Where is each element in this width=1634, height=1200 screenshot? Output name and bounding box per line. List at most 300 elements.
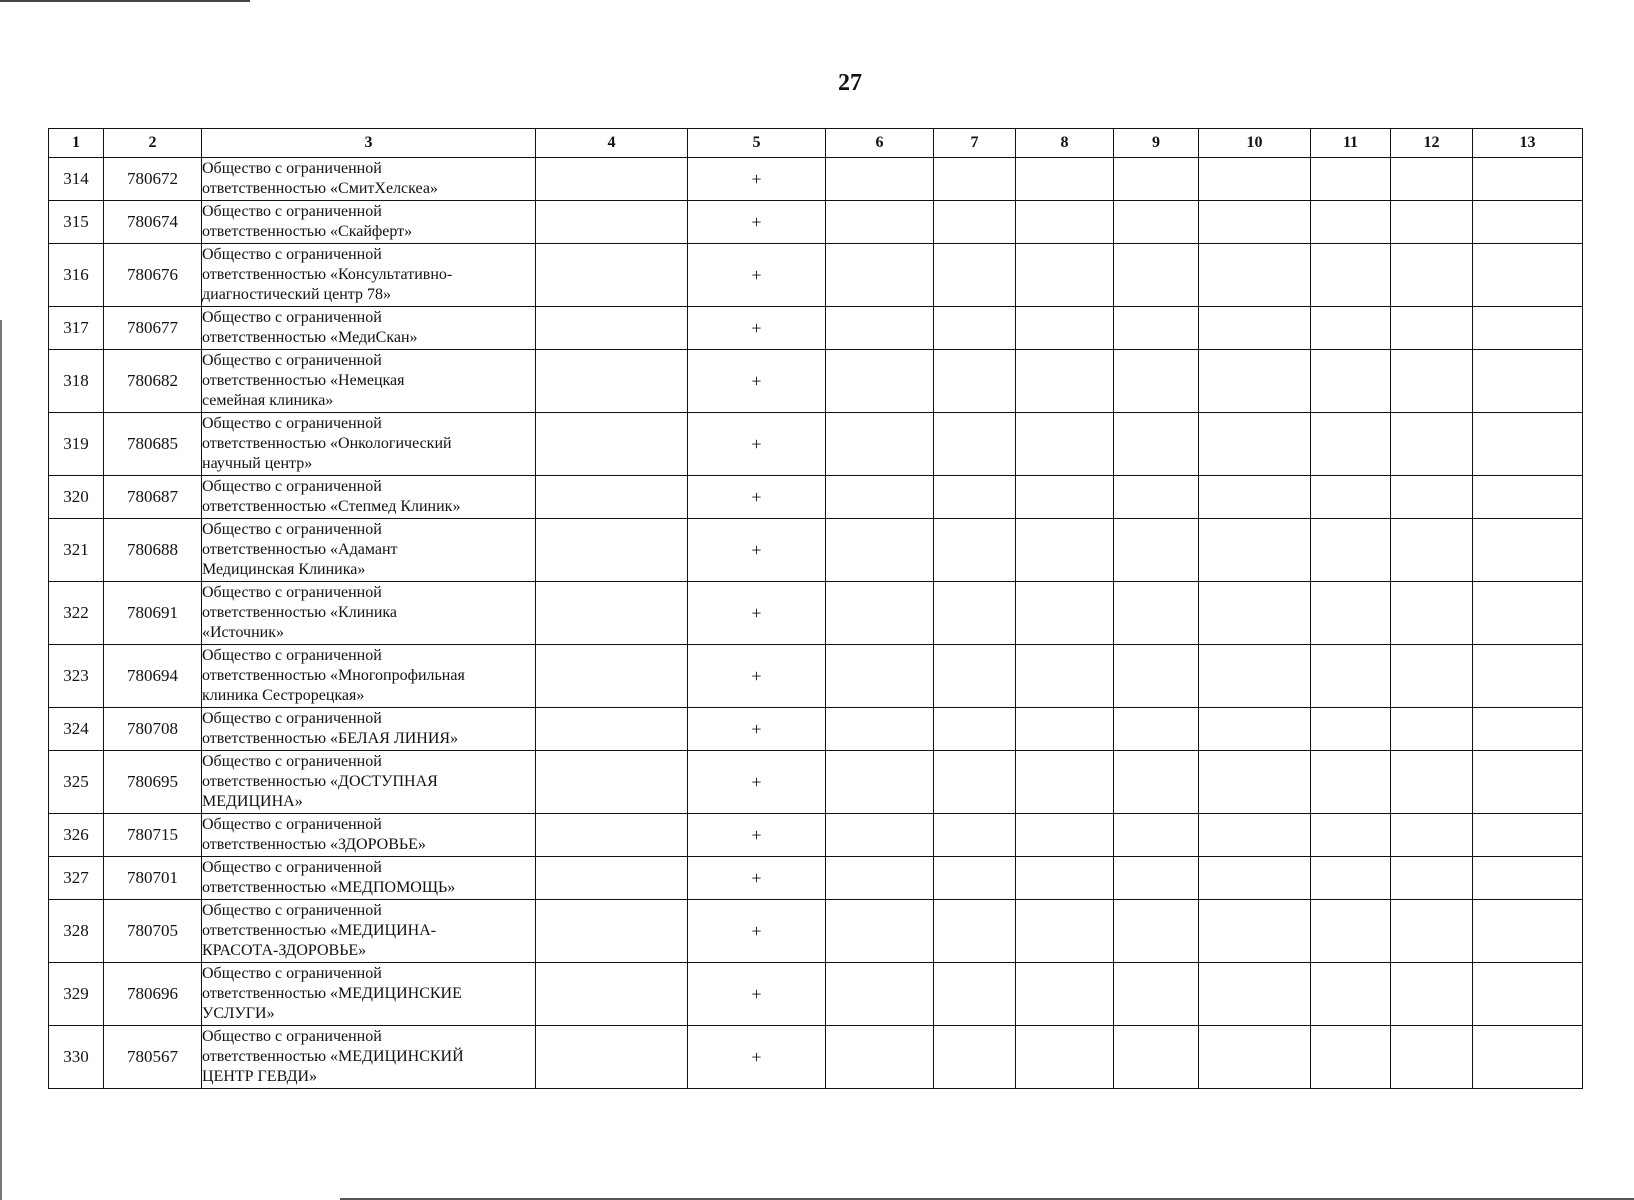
row-number-cell: 314 xyxy=(49,158,104,201)
organization-name-line: семейная клиника» xyxy=(202,392,334,409)
empty-cell xyxy=(1473,582,1583,645)
page-number: 27 xyxy=(838,70,862,96)
row-number-cell: 320 xyxy=(49,476,104,519)
column-header: 9 xyxy=(1114,129,1199,158)
empty-cell xyxy=(1391,307,1473,350)
registry-code-cell: 780672 xyxy=(104,158,202,201)
empty-cell xyxy=(826,645,934,708)
organization-name-line: МЕДИЦИНА» xyxy=(202,793,303,810)
empty-cell xyxy=(934,476,1016,519)
registry-code-cell: 780687 xyxy=(104,476,202,519)
empty-cell xyxy=(1114,708,1199,751)
empty-cell xyxy=(1114,413,1199,476)
organization-name-line: научный центр» xyxy=(202,455,313,472)
column-header: 5 xyxy=(688,129,826,158)
empty-cell xyxy=(1199,582,1311,645)
row-number-cell: 319 xyxy=(49,413,104,476)
empty-cell xyxy=(536,900,688,963)
empty-cell xyxy=(934,201,1016,244)
participation-mark-cell: + xyxy=(688,307,826,350)
empty-cell xyxy=(1391,900,1473,963)
registry-code-cell: 780695 xyxy=(104,751,202,814)
empty-cell xyxy=(826,307,934,350)
organization-name-line: ответственностью «МЕДИЦИНСКИЙ xyxy=(202,1048,464,1065)
empty-cell xyxy=(1016,476,1114,519)
empty-cell xyxy=(826,1026,934,1089)
empty-cell xyxy=(1391,645,1473,708)
organization-name-line: ответственностью «Консультативно- xyxy=(202,266,453,283)
organization-name-line: Общество с ограниченной xyxy=(202,710,382,727)
row-number-cell: 318 xyxy=(49,350,104,413)
empty-cell xyxy=(1473,244,1583,307)
empty-cell xyxy=(536,645,688,708)
empty-cell xyxy=(826,857,934,900)
table-row xyxy=(49,519,1583,582)
empty-cell xyxy=(536,708,688,751)
empty-cell xyxy=(1311,582,1391,645)
empty-cell xyxy=(1311,900,1391,963)
organization-name-line: Общество с ограниченной xyxy=(202,584,382,601)
empty-cell xyxy=(826,158,934,201)
organization-name-line: ответственностью «МЕДИЦИНА- xyxy=(202,922,437,939)
organization-name-line: Общество с ограниченной xyxy=(202,753,382,770)
organization-name-cell xyxy=(202,645,536,708)
empty-cell xyxy=(826,413,934,476)
empty-cell xyxy=(1391,350,1473,413)
empty-cell xyxy=(1311,307,1391,350)
empty-cell xyxy=(1016,645,1114,708)
empty-cell xyxy=(1016,857,1114,900)
organization-name-cell xyxy=(202,582,536,645)
organization-name-line: Общество с ограниченной xyxy=(202,478,382,495)
empty-cell xyxy=(934,900,1016,963)
empty-cell xyxy=(1114,900,1199,963)
empty-cell xyxy=(1114,350,1199,413)
table-row xyxy=(49,857,1583,900)
empty-cell xyxy=(934,307,1016,350)
empty-cell xyxy=(826,751,934,814)
table-row xyxy=(49,244,1583,307)
empty-cell xyxy=(1199,158,1311,201)
column-header: 1 xyxy=(49,129,104,158)
empty-cell xyxy=(1199,900,1311,963)
organization-name-line: ответственностью «Степмед Клиник» xyxy=(202,498,461,515)
empty-cell xyxy=(536,201,688,244)
empty-cell xyxy=(934,708,1016,751)
participation-mark-cell: + xyxy=(688,708,826,751)
organization-name-line: Общество с ограниченной xyxy=(202,1028,382,1045)
empty-cell xyxy=(536,244,688,307)
empty-cell xyxy=(1199,645,1311,708)
empty-cell xyxy=(1199,814,1311,857)
empty-cell xyxy=(934,350,1016,413)
empty-cell xyxy=(1199,1026,1311,1089)
empty-cell xyxy=(536,307,688,350)
organization-name-cell xyxy=(202,476,536,519)
empty-cell xyxy=(934,413,1016,476)
empty-cell xyxy=(1199,244,1311,307)
empty-cell xyxy=(1114,158,1199,201)
empty-cell xyxy=(1311,158,1391,201)
empty-cell xyxy=(1114,857,1199,900)
empty-cell xyxy=(1311,708,1391,751)
empty-cell xyxy=(1311,201,1391,244)
organization-name-line: Общество с ограниченной xyxy=(202,203,382,220)
empty-cell xyxy=(1016,751,1114,814)
organization-name-line: ответственностью «Онкологический xyxy=(202,435,452,452)
organization-name-cell xyxy=(202,244,536,307)
participation-mark-cell: + xyxy=(688,814,826,857)
empty-cell xyxy=(1199,519,1311,582)
empty-cell xyxy=(934,158,1016,201)
organization-name-line: Общество с ограниченной xyxy=(202,965,382,982)
empty-cell xyxy=(536,963,688,1026)
empty-cell xyxy=(1311,645,1391,708)
empty-cell xyxy=(1199,413,1311,476)
empty-cell xyxy=(826,582,934,645)
registry-code-cell: 780685 xyxy=(104,413,202,476)
empty-cell xyxy=(1391,582,1473,645)
empty-cell xyxy=(536,857,688,900)
organization-name-cell xyxy=(202,519,536,582)
organization-name-line: Общество с ограниченной xyxy=(202,246,382,263)
empty-cell xyxy=(1016,158,1114,201)
registry-code-cell: 780705 xyxy=(104,900,202,963)
row-number-cell: 327 xyxy=(49,857,104,900)
empty-cell xyxy=(1016,307,1114,350)
registry-code-cell: 780715 xyxy=(104,814,202,857)
row-number-cell: 321 xyxy=(49,519,104,582)
participation-mark-cell: + xyxy=(688,582,826,645)
participation-mark-cell: + xyxy=(688,1026,826,1089)
organization-name-line: клиника Сестрорецкая» xyxy=(202,687,365,704)
empty-cell xyxy=(1311,751,1391,814)
table-row xyxy=(49,413,1583,476)
column-header: 11 xyxy=(1311,129,1391,158)
organization-name-line: Общество с ограниченной xyxy=(202,309,382,326)
registry-code-cell: 780677 xyxy=(104,307,202,350)
scan-edge-left xyxy=(0,320,2,1200)
empty-cell xyxy=(934,244,1016,307)
participation-mark-cell: + xyxy=(688,350,826,413)
table-row xyxy=(49,307,1583,350)
empty-cell xyxy=(536,751,688,814)
empty-cell xyxy=(1311,350,1391,413)
column-header: 12 xyxy=(1391,129,1473,158)
empty-cell xyxy=(826,900,934,963)
table-row xyxy=(49,582,1583,645)
empty-cell xyxy=(536,413,688,476)
empty-cell xyxy=(826,519,934,582)
empty-cell xyxy=(1473,307,1583,350)
empty-cell xyxy=(1473,413,1583,476)
column-header: 10 xyxy=(1199,129,1311,158)
empty-cell xyxy=(1391,244,1473,307)
empty-cell xyxy=(1016,900,1114,963)
participation-mark-cell: + xyxy=(688,413,826,476)
empty-cell xyxy=(934,814,1016,857)
table-row xyxy=(49,751,1583,814)
empty-cell xyxy=(1311,814,1391,857)
organization-name-line: ответственностью «МедиСкан» xyxy=(202,329,418,346)
empty-cell xyxy=(934,751,1016,814)
empty-cell xyxy=(1199,857,1311,900)
organization-name-line: Общество с ограниченной xyxy=(202,521,382,538)
participation-mark-cell: + xyxy=(688,201,826,244)
empty-cell xyxy=(1391,751,1473,814)
empty-cell xyxy=(1473,963,1583,1026)
empty-cell xyxy=(1114,963,1199,1026)
organization-name-line: ответственностью «ДОСТУПНАЯ xyxy=(202,773,438,790)
empty-cell xyxy=(826,814,934,857)
empty-cell xyxy=(1016,963,1114,1026)
empty-cell xyxy=(536,582,688,645)
empty-cell xyxy=(1016,519,1114,582)
empty-cell xyxy=(1114,519,1199,582)
row-number-cell: 330 xyxy=(49,1026,104,1089)
participation-mark-cell: + xyxy=(688,476,826,519)
empty-cell xyxy=(1311,963,1391,1026)
empty-cell xyxy=(1199,751,1311,814)
row-number-cell: 317 xyxy=(49,307,104,350)
empty-cell xyxy=(536,476,688,519)
row-number-cell: 322 xyxy=(49,582,104,645)
organization-name-line: ответственностью «ЗДОРОВЬЕ» xyxy=(202,836,426,853)
row-number-cell: 325 xyxy=(49,751,104,814)
column-header: 6 xyxy=(826,129,934,158)
empty-cell xyxy=(1114,582,1199,645)
empty-cell xyxy=(1391,158,1473,201)
organization-name-cell xyxy=(202,201,536,244)
organization-name-line: «Источник» xyxy=(202,624,284,641)
registry-code-cell: 780674 xyxy=(104,201,202,244)
participation-mark-cell: + xyxy=(688,963,826,1026)
empty-cell xyxy=(1391,963,1473,1026)
organization-name-cell xyxy=(202,857,536,900)
organization-name-cell xyxy=(202,900,536,963)
empty-cell xyxy=(536,814,688,857)
organization-name-line: Общество с ограниченной xyxy=(202,352,382,369)
organization-name-line: ответственностью «Немецкая xyxy=(202,372,405,389)
empty-cell xyxy=(1114,751,1199,814)
organization-name-line: диагностический центр 78» xyxy=(202,286,391,303)
empty-cell xyxy=(1473,645,1583,708)
empty-cell xyxy=(1391,201,1473,244)
organization-name-cell xyxy=(202,413,536,476)
participation-mark-cell: + xyxy=(688,158,826,201)
row-number-cell: 329 xyxy=(49,963,104,1026)
empty-cell xyxy=(934,1026,1016,1089)
empty-cell xyxy=(1391,708,1473,751)
empty-cell xyxy=(1114,1026,1199,1089)
table-row xyxy=(49,476,1583,519)
table-row xyxy=(49,645,1583,708)
organization-name-line: УСЛУГИ» xyxy=(202,1005,275,1022)
participation-mark-cell: + xyxy=(688,519,826,582)
organization-name-line: ответственностью «Клиника xyxy=(202,604,398,621)
empty-cell xyxy=(1473,708,1583,751)
empty-cell xyxy=(536,350,688,413)
empty-cell xyxy=(1199,963,1311,1026)
empty-cell xyxy=(1311,413,1391,476)
empty-cell xyxy=(934,645,1016,708)
empty-cell xyxy=(1473,814,1583,857)
organization-name-line: Медицинская Клиника» xyxy=(202,561,366,578)
empty-cell xyxy=(1114,645,1199,708)
empty-cell xyxy=(826,350,934,413)
empty-cell xyxy=(1016,814,1114,857)
empty-cell xyxy=(1391,814,1473,857)
empty-cell xyxy=(1199,201,1311,244)
organization-name-line: Общество с ограниченной xyxy=(202,816,382,833)
participation-mark-cell: + xyxy=(688,900,826,963)
organization-name-line: ответственностью «Адамант xyxy=(202,541,398,558)
empty-cell xyxy=(1473,1026,1583,1089)
empty-cell xyxy=(826,708,934,751)
empty-cell xyxy=(1016,244,1114,307)
empty-cell xyxy=(934,963,1016,1026)
empty-cell xyxy=(1199,476,1311,519)
organization-name-line: ответственностью «СмитХелскеа» xyxy=(202,180,438,197)
table-row xyxy=(49,201,1583,244)
empty-cell xyxy=(1016,708,1114,751)
organization-name-cell xyxy=(202,963,536,1026)
empty-cell xyxy=(826,244,934,307)
empty-cell xyxy=(1391,519,1473,582)
row-number-cell: 328 xyxy=(49,900,104,963)
empty-cell xyxy=(826,201,934,244)
organization-name-cell xyxy=(202,350,536,413)
empty-cell xyxy=(1199,708,1311,751)
empty-cell xyxy=(1016,413,1114,476)
column-header: 8 xyxy=(1016,129,1114,158)
empty-cell xyxy=(536,158,688,201)
empty-cell xyxy=(1114,201,1199,244)
organization-name-line: Общество с ограниченной xyxy=(202,902,382,919)
organization-name-line: ответственностью «МЕДИЦИНСКИЕ xyxy=(202,985,462,1002)
registry-code-cell: 780691 xyxy=(104,582,202,645)
empty-cell xyxy=(1473,476,1583,519)
table-row xyxy=(49,814,1583,857)
organization-name-line: ответственностью «Скайферт» xyxy=(202,223,413,240)
registry-code-cell: 780708 xyxy=(104,708,202,751)
participation-mark-cell: + xyxy=(688,751,826,814)
row-number-cell: 315 xyxy=(49,201,104,244)
table-row xyxy=(49,350,1583,413)
empty-cell xyxy=(536,519,688,582)
empty-cell xyxy=(1016,201,1114,244)
scan-edge-top xyxy=(0,0,250,2)
table-body xyxy=(49,158,1583,1089)
empty-cell xyxy=(1016,350,1114,413)
empty-cell xyxy=(1391,1026,1473,1089)
registry-code-cell: 780694 xyxy=(104,645,202,708)
organization-name-line: Общество с ограниченной xyxy=(202,859,382,876)
empty-cell xyxy=(826,476,934,519)
empty-cell xyxy=(1391,857,1473,900)
empty-cell xyxy=(1199,307,1311,350)
empty-cell xyxy=(1473,158,1583,201)
empty-cell xyxy=(1311,857,1391,900)
empty-cell xyxy=(1311,1026,1391,1089)
table-row xyxy=(49,963,1583,1026)
column-header: 4 xyxy=(536,129,688,158)
row-number-cell: 324 xyxy=(49,708,104,751)
empty-cell xyxy=(1473,857,1583,900)
registry-code-cell: 780701 xyxy=(104,857,202,900)
registry-code-cell: 780682 xyxy=(104,350,202,413)
empty-cell xyxy=(1016,582,1114,645)
empty-cell xyxy=(826,963,934,1026)
empty-cell xyxy=(1391,476,1473,519)
organization-name-line: Общество с ограниченной xyxy=(202,160,382,177)
row-number-cell: 316 xyxy=(49,244,104,307)
organization-name-cell xyxy=(202,751,536,814)
table-row xyxy=(49,158,1583,201)
empty-cell xyxy=(1311,476,1391,519)
column-header: 2 xyxy=(104,129,202,158)
row-number-cell: 323 xyxy=(49,645,104,708)
registry-code-cell: 780676 xyxy=(104,244,202,307)
empty-cell xyxy=(1114,814,1199,857)
empty-cell xyxy=(934,519,1016,582)
organization-name-line: Общество с ограниченной xyxy=(202,415,382,432)
organization-name-line: ЦЕНТР ГЕВДИ» xyxy=(202,1068,318,1085)
registry-code-cell: 780567 xyxy=(104,1026,202,1089)
empty-cell xyxy=(934,857,1016,900)
empty-cell xyxy=(1473,751,1583,814)
empty-cell xyxy=(536,1026,688,1089)
empty-cell xyxy=(1114,476,1199,519)
empty-cell xyxy=(1473,350,1583,413)
organization-name-cell xyxy=(202,307,536,350)
organization-name-line: КРАСОТА-ЗДОРОВЬЕ» xyxy=(202,942,367,959)
organization-name-cell xyxy=(202,158,536,201)
table-row xyxy=(49,1026,1583,1089)
empty-cell xyxy=(1114,307,1199,350)
column-header: 7 xyxy=(934,129,1016,158)
organization-name-line: ответственностью «БЕЛАЯ ЛИНИЯ» xyxy=(202,730,459,747)
participation-mark-cell: + xyxy=(688,857,826,900)
participation-mark-cell: + xyxy=(688,244,826,307)
column-header: 13 xyxy=(1473,129,1583,158)
header-row xyxy=(49,129,1583,158)
empty-cell xyxy=(1016,1026,1114,1089)
column-header: 3 xyxy=(202,129,536,158)
registry-code-cell: 780688 xyxy=(104,519,202,582)
empty-cell xyxy=(1311,244,1391,307)
organization-name-cell xyxy=(202,1026,536,1089)
organization-name-cell xyxy=(202,814,536,857)
organization-name-line: ответственностью «МЕДПОМОЩЬ» xyxy=(202,879,456,896)
table-row xyxy=(49,708,1583,751)
empty-cell xyxy=(1473,519,1583,582)
empty-cell xyxy=(1311,519,1391,582)
organization-name-line: ответственностью «Многопрофильная xyxy=(202,667,465,684)
row-number-cell: 326 xyxy=(49,814,104,857)
organization-name-line: Общество с ограниченной xyxy=(202,647,382,664)
empty-cell xyxy=(1473,900,1583,963)
empty-cell xyxy=(1473,201,1583,244)
organization-name-cell xyxy=(202,708,536,751)
empty-cell xyxy=(1391,413,1473,476)
table-row xyxy=(49,900,1583,963)
registry-code-cell: 780696 xyxy=(104,963,202,1026)
empty-cell xyxy=(1199,350,1311,413)
empty-cell xyxy=(934,582,1016,645)
empty-cell xyxy=(1114,244,1199,307)
register-table xyxy=(48,128,1583,1089)
